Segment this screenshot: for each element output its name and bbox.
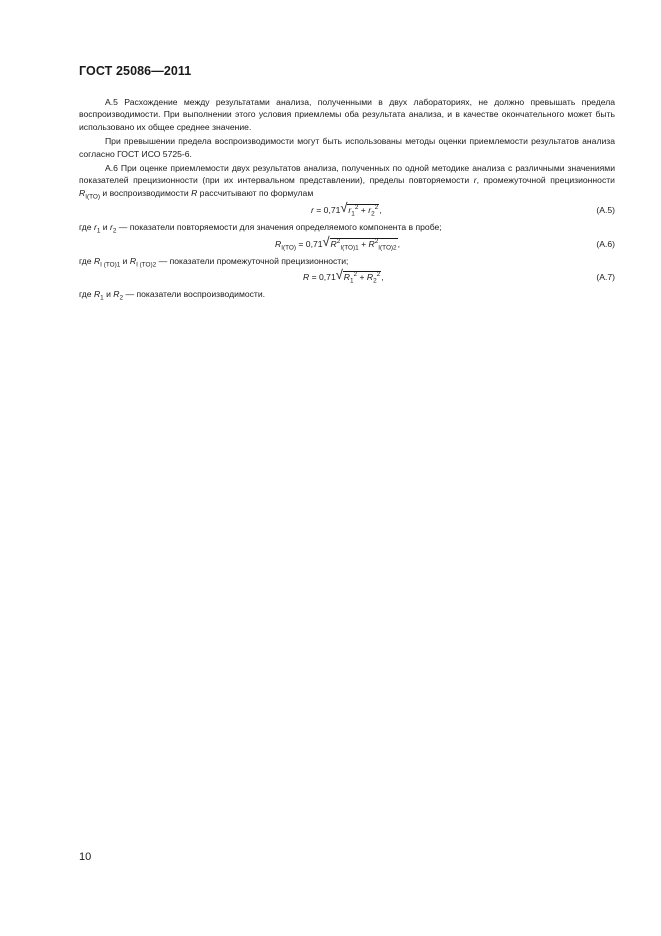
formula-comma: , xyxy=(381,272,384,283)
formula-a6 xyxy=(275,233,401,252)
formula-comma: , xyxy=(397,238,401,249)
symbol-capital-r: R xyxy=(191,187,198,198)
equation-number-a7: (А.7) xyxy=(596,272,615,283)
where-a5-post: — показатели повторяемости для значения определяемого компонента в пробе; xyxy=(116,222,442,233)
equation-number-a6: (А.6) xyxy=(596,238,615,249)
term-r-ito1: R xyxy=(330,238,337,249)
where-a7 xyxy=(79,288,615,300)
symbol-r-ito: R xyxy=(79,187,86,198)
where-a7-r1: R xyxy=(93,289,101,300)
where-a7-pre: где xyxy=(79,289,94,300)
equation-number-a5: (А.5) xyxy=(596,205,615,216)
where-a5-sub1: 1 xyxy=(96,227,101,235)
formula-a5-lhs: r xyxy=(311,205,314,216)
sub-ito2: I(TO)2 xyxy=(378,244,397,252)
where-a7-r2: R xyxy=(113,289,120,300)
subscript-ito: I(TO) xyxy=(85,193,101,201)
term-cap-r2: R xyxy=(366,272,374,283)
plus-sign: + xyxy=(357,272,367,283)
where-a7-and: и xyxy=(103,289,114,300)
where-a6 xyxy=(79,255,615,267)
formula-a7-coef: = 0,71 xyxy=(309,272,336,283)
sup-2: 2 xyxy=(336,237,341,245)
sqrt-a6: √ $R^2_{I(TO)1} + R^2_{I(TO)2}$ xyxy=(322,233,397,252)
where-a6-r1: R xyxy=(93,255,101,266)
formula-comma: , xyxy=(379,205,382,216)
formula-row-a6 xyxy=(79,235,615,255)
where-a6-sub2: I (TO)2 xyxy=(136,261,157,269)
sup-2: 2 xyxy=(376,271,381,279)
term-r2: r xyxy=(368,205,372,216)
paragraph-a5: А.5 Расхождение между результатами анализа, полученными в двух лабораториях, не должно превышать предела воспроизводимости. При выполнении этого условия приемлемы оба результата анализа, и в качестве окончательного может быть использовано их общее среднее значение. xyxy=(79,97,615,132)
paragraph-a6 xyxy=(79,162,615,199)
where-a6-post: — показатели промежуточной прецизионности; xyxy=(156,255,349,266)
sqrt-a7: √ $R_1^2 + R_2^2$ xyxy=(335,267,381,285)
sup-2: 2 xyxy=(374,204,379,212)
sub-ito1: I(TO)1 xyxy=(340,244,359,252)
term-r-ito2: R xyxy=(368,238,375,249)
formula-a6-lhs-sub: I(TO) xyxy=(281,244,297,252)
sup-2: 2 xyxy=(353,271,358,279)
sub-1: 1 xyxy=(349,277,354,285)
term-r1: r xyxy=(348,205,352,216)
sup-2: 2 xyxy=(374,237,379,245)
where-a7-post: — показатели воспроизводимости. xyxy=(123,289,266,300)
where-a5-r1: r xyxy=(93,222,97,233)
paragraph-exceed: При превышении предела воспроизводимости могут быть использованы методы оценки приемлемости результатов анализа согласно ГОСТ ИСО 5725-6. xyxy=(79,136,615,159)
where-a5 xyxy=(79,221,615,233)
where-a5-r2: r xyxy=(109,222,113,233)
where-a5-and: и xyxy=(100,222,110,233)
document-body xyxy=(79,96,615,301)
where-a7-sub1: 1 xyxy=(100,294,104,302)
a6-text-part1: А.6 При оценке приемлемости двух результатов анализа, полученных по одной методике анализа с различными значениями показателей прецизионности (при их интервальном представлении), пределы повторяемости xyxy=(79,163,615,186)
plus-sign: + xyxy=(358,205,369,216)
sup-2: 2 xyxy=(354,204,359,212)
where-a5-pre: где xyxy=(79,222,94,233)
symbol-r: r xyxy=(473,175,477,186)
term-cap-r1: R xyxy=(343,272,350,283)
sub-2: 2 xyxy=(373,277,377,285)
a6-text-part4: рассчитывают по формулам xyxy=(197,187,314,198)
where-a6-r2: R xyxy=(129,255,137,266)
formula-a7 xyxy=(303,267,384,285)
where-a5-sub2: 2 xyxy=(112,227,117,235)
plus-sign: + xyxy=(358,238,369,249)
sub-2: 2 xyxy=(371,210,375,218)
a6-text-part3: и воспроизводимости xyxy=(100,187,192,198)
where-a7-sub2: 2 xyxy=(119,294,124,302)
formula-a6-coef: = 0,71 xyxy=(296,238,323,249)
formula-a5 xyxy=(311,200,382,218)
sub-1: 1 xyxy=(351,210,355,218)
a6-text-part2: , промежуточной прецизионности xyxy=(476,175,615,186)
sqrt-a5: √ $r_1^2 + r_2^2$ xyxy=(340,200,379,218)
formula-a6-lhs: R xyxy=(275,238,282,249)
where-a6-pre: где xyxy=(79,255,94,266)
formula-row-a7 xyxy=(79,268,615,288)
page-number: 10 xyxy=(79,851,92,863)
formula-row-a5 xyxy=(79,201,615,221)
where-a6-and: и xyxy=(120,255,130,266)
where-a6-sub1: I (TO)1 xyxy=(100,261,121,269)
formula-a7-lhs: R xyxy=(303,272,310,283)
formula-a5-coef: = 0,71 xyxy=(313,205,341,216)
document-header: ГОСТ 25086—2011 xyxy=(79,64,192,78)
